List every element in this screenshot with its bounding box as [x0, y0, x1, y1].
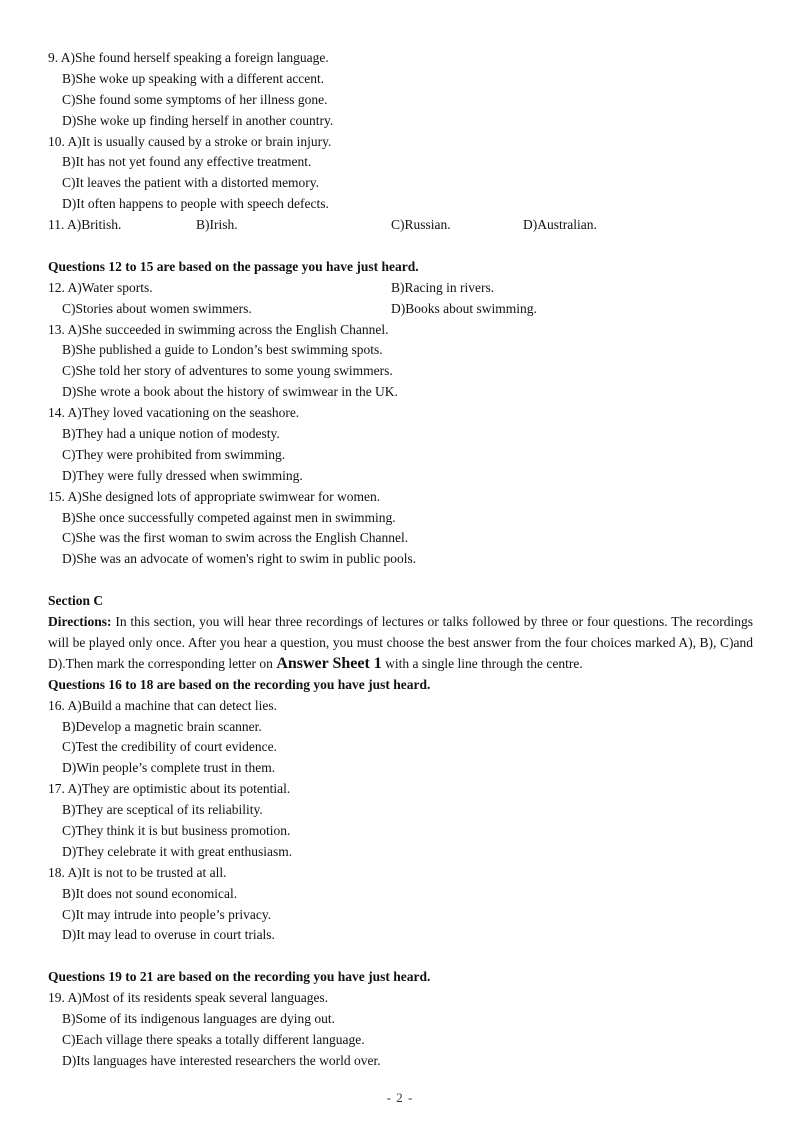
directions-label: Directions:: [48, 614, 112, 630]
section-c-directions: [48, 612, 753, 675]
heading-questions-19-21: Questions 19 to 21 are based on the recording you have just heard.: [48, 969, 431, 985]
option-14d: D)They were fully dressed when swimming.: [62, 467, 303, 483]
question-10: [48, 132, 753, 216]
option-14a: 14. A)They loved vacationing on the seashore.: [48, 405, 300, 421]
exam-page: [48, 48, 753, 1072]
option-18a: 18. A)It is not to be trusted at all.: [48, 864, 227, 880]
option-15a: 15. A)She designed lots of appropriate swimwear for women.: [48, 488, 381, 504]
question-13: [48, 320, 753, 404]
option-11b: B)Irish.: [196, 217, 238, 233]
option-17b: B)They are sceptical of its reliability.: [62, 802, 263, 818]
option-16d: D)Win people’s complete trust in them.: [62, 760, 276, 776]
option-17d: D)They celebrate it with great enthusiasm.: [62, 843, 293, 859]
option-13d: D)She wrote a book about the history of swimwear in the UK.: [62, 384, 398, 400]
option-18c: C)It may intrude into people’s privacy.: [62, 906, 272, 922]
question-14: [48, 403, 753, 487]
question-19: [48, 988, 753, 1072]
option-12c: C)Stories about women swimmers.: [62, 300, 252, 316]
option-18d: D)It may lead to overuse in court trials.: [62, 927, 275, 943]
option-19d: D)Its languages have interested researchers the world over.: [62, 1052, 381, 1068]
spacer: [48, 570, 753, 591]
option-10b: B)It has not yet found any effective treatment.: [62, 154, 312, 170]
option-15d: D)She was an advocate of women's right to swim in public pools.: [62, 551, 417, 567]
question-18: [48, 863, 753, 947]
option-17a: 17. A)They are optimistic about its potential.: [48, 781, 291, 797]
page-number: - 2 -: [386, 1090, 414, 1105]
heading-questions-16-18: Questions 16 to 18 are based on the recording you have just heard.: [48, 676, 431, 692]
option-10d: D)It often happens to people with speech defects.: [62, 196, 329, 212]
option-16c: C)Test the credibility of court evidence.: [62, 739, 277, 755]
option-19c: C)Each village there speaks a totally different language.: [62, 1031, 365, 1047]
option-10a: 10. A)It is usually caused by a stroke or brain injury.: [48, 133, 332, 149]
option-12b: B)Racing in rivers.: [391, 279, 495, 295]
option-row-12cd: [48, 299, 753, 320]
option-13a: 13. A)She succeeded in swimming across the English Channel.: [48, 321, 389, 337]
option-12a: 12. A)Water sports.: [48, 279, 153, 295]
section-c-title: Section C: [48, 593, 104, 609]
option-15c: C)She was the first woman to swim across the English Channel.: [62, 530, 409, 546]
question-11: [48, 215, 753, 236]
option-16a: 16. A)Build a machine that can detect lies.: [48, 697, 278, 713]
option-19a: 19. A)Most of its residents speak several languages.: [48, 990, 329, 1006]
option-row-12ab: [48, 278, 753, 299]
option-11d: D)Australian.: [523, 217, 597, 233]
option-12d: D)Books about swimming.: [391, 300, 537, 316]
spacer: [48, 946, 753, 967]
option-14b: B)They had a unique notion of modesty.: [62, 426, 280, 442]
option-11c: C)Russian.: [391, 217, 451, 233]
option-16b: B)Develop a magnetic brain scanner.: [62, 718, 262, 734]
option-19b: B)Some of its indigenous languages are dying out.: [62, 1011, 335, 1027]
directions-text: In this section, you will hear three recordings of lectures or talks followed by three or four questions. The recordings will be played only once. After you hear a question, you must choose the best answer from the four choices marked A), B), C)and D).Then mark the corresponding letter on: [48, 614, 753, 671]
spacer: [48, 236, 753, 257]
directions-end: with a single line through the centre.: [381, 655, 583, 671]
answer-sheet-label: Answer Sheet 1: [276, 654, 382, 672]
question-9: [48, 48, 753, 132]
question-12: [48, 278, 753, 320]
option-13c: C)She told her story of adventures to some young swimmers.: [62, 363, 393, 379]
option-9d: D)She woke up finding herself in another country.: [62, 112, 334, 128]
option-15b: B)She once successfully competed against men in swimming.: [62, 509, 396, 525]
option-17c: C)They think it is but business promotion.: [62, 823, 291, 838]
option-9a: 9. A)She found herself speaking a foreign language.: [48, 50, 329, 65]
option-14c: C)They were prohibited from swimming.: [62, 446, 286, 462]
question-15: [48, 487, 753, 571]
option-10c: C)It leaves the patient with a distorted memory.: [62, 175, 320, 191]
question-17: [48, 779, 753, 863]
option-11a: 11. A)British.: [48, 217, 122, 233]
option-9c: C)She found some symptoms of her illness gone.: [62, 91, 328, 107]
option-18b: B)It does not sound economical.: [62, 885, 238, 901]
option-9b: B)She woke up speaking with a different accent.: [62, 70, 325, 86]
option-13b: B)She published a guide to London’s best swimming spots.: [62, 342, 383, 358]
question-16: [48, 696, 753, 780]
heading-questions-12-15: Questions 12 to 15 are based on the passage you have just heard.: [48, 258, 419, 274]
